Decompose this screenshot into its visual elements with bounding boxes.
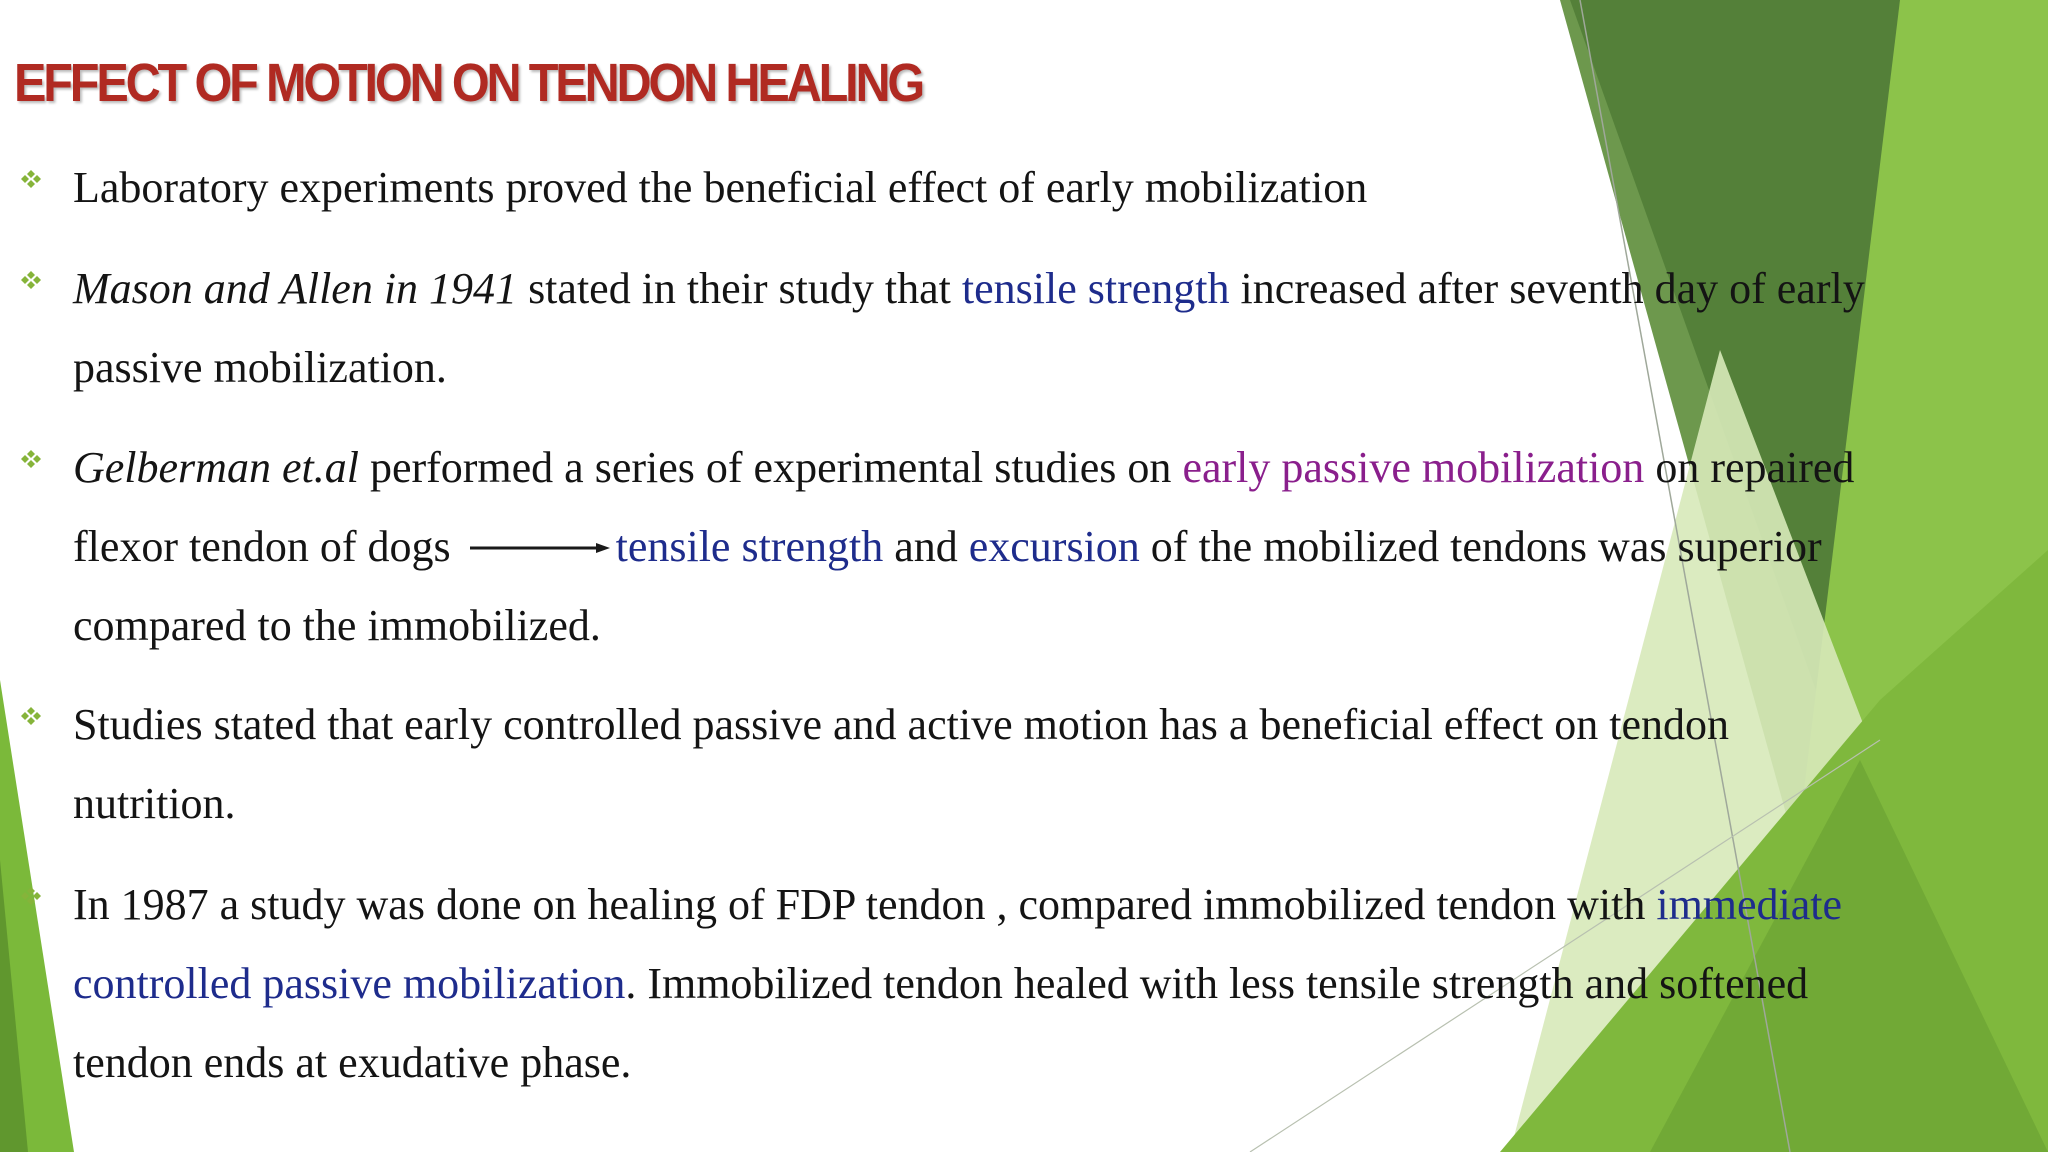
four-diamond-icon — [14, 442, 48, 476]
bullet-item — [14, 148, 2004, 227]
text-line — [73, 328, 2004, 407]
text-run: Laboratory experiments proved the beneficial effect of early mobilization — [73, 163, 1368, 212]
bullet-item — [14, 865, 2004, 1102]
citation-authors: Mason and Allen in 1941 — [73, 264, 518, 313]
text-run: on repaired — [1644, 443, 1855, 492]
four-diamond-icon — [14, 699, 48, 733]
citation-authors: Gelberman et.al — [73, 443, 359, 492]
highlight-early-passive-mobilization: early passive mobilization — [1182, 443, 1645, 492]
four-diamond-icon — [14, 162, 48, 196]
text-run: of the mobilized tendons was superior — [1139, 522, 1822, 571]
text-line — [73, 148, 2004, 227]
text-run: Studies stated that early controlled passive and active motion has a beneficial effect on tendon — [73, 700, 1729, 749]
text-line — [73, 507, 2004, 586]
text-line — [73, 249, 2004, 328]
bullet-text — [73, 148, 2004, 227]
highlight-immediate: immediate — [1656, 880, 1843, 929]
text-run: passive mobilization. — [73, 343, 447, 392]
text-run: and — [883, 522, 969, 571]
text-run: compared to the immobilized. — [73, 601, 601, 650]
text-run: . Immobilized tendon healed with less tensile strength and softened — [625, 959, 1809, 1008]
text-run: In 1987 a study was done on healing of FDP tendon , compared immobilized tendon with — [73, 880, 1657, 929]
bullet-text — [73, 685, 2004, 843]
text-line — [73, 944, 2004, 1023]
right-arrow-icon — [470, 541, 610, 555]
bullet-text — [73, 428, 2004, 665]
text-run: performed a series of experimental studies on — [358, 443, 1183, 492]
bullet-item — [14, 428, 2004, 665]
text-run: tendon ends at exudative phase. — [73, 1038, 632, 1087]
text-run: nutrition. — [73, 779, 236, 828]
text-run: stated in their study that — [517, 264, 962, 313]
text-line — [73, 1023, 2004, 1102]
bullet-item — [14, 249, 2004, 407]
text-line — [73, 865, 2004, 944]
slide-title: EFFECT OF MOTION ON TENDON HEALING — [14, 53, 923, 113]
text-line — [73, 428, 2004, 507]
bullet-text — [73, 865, 2004, 1102]
four-diamond-icon — [14, 879, 48, 913]
highlight-tensile-strength: tensile strength — [961, 264, 1230, 313]
highlight-controlled-passive-mobilization: controlled passive mobilization — [73, 959, 626, 1008]
text-line — [73, 764, 2004, 843]
four-diamond-icon — [14, 263, 48, 297]
text-run: increased after seventh day of early — [1229, 264, 1865, 313]
highlight-tensile-strength: tensile strength — [615, 522, 884, 571]
text-line — [73, 586, 2004, 665]
text-run: flexor tendon of dogs — [73, 522, 462, 571]
bullet-text — [73, 249, 2004, 407]
highlight-excursion: excursion — [968, 522, 1140, 571]
text-line — [73, 685, 2004, 764]
bullet-item — [14, 685, 2004, 843]
